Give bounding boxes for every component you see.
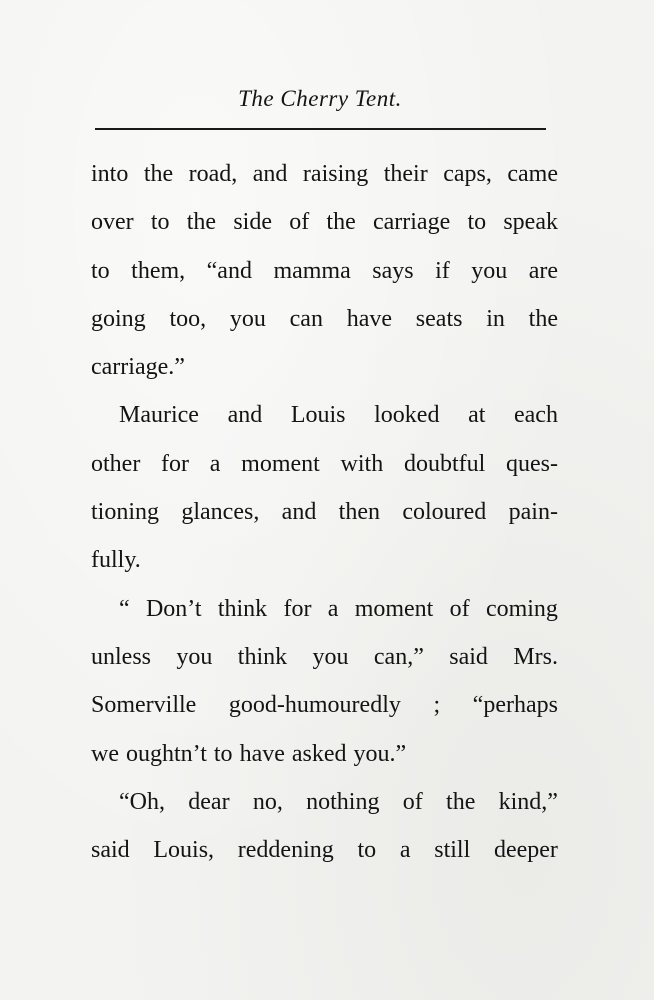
word: came [507, 161, 558, 187]
word: doubtful [403, 450, 486, 477]
text-line [91, 536, 558, 584]
word: reddening [237, 837, 334, 864]
word: you [471, 257, 508, 284]
word: carriage [372, 209, 451, 236]
word: you [176, 643, 213, 670]
word: caps, [443, 161, 492, 187]
word: no, [252, 788, 283, 815]
running-head: The Cherry Tent. [238, 86, 402, 111]
text-line [91, 150, 558, 198]
word: and [227, 402, 263, 429]
text-line [91, 826, 558, 874]
word: the [446, 788, 476, 815]
word: still [434, 837, 471, 864]
word: seats [415, 305, 463, 332]
word: we [91, 740, 119, 767]
word: a [327, 595, 339, 622]
word: Louis [290, 402, 346, 429]
word: Mrs. [513, 643, 558, 670]
word: “ [119, 595, 130, 622]
word: of [289, 209, 310, 236]
word: for [161, 450, 190, 477]
text-line [91, 440, 558, 488]
word: going [91, 305, 146, 332]
word: to [467, 209, 487, 236]
word: the [326, 209, 356, 236]
word: moment [354, 595, 434, 622]
word: the [186, 209, 217, 236]
word: a [209, 450, 221, 477]
text-line [91, 391, 558, 439]
word: of [402, 788, 423, 815]
word: coloured [402, 499, 487, 526]
word: think [237, 643, 288, 670]
word: carriage.” [91, 354, 185, 381]
word: asked [291, 740, 347, 767]
word: to [357, 837, 377, 864]
word: too, [169, 305, 207, 332]
text-line [91, 730, 558, 778]
word: into [91, 161, 129, 187]
word: the [143, 161, 174, 187]
word: the [528, 305, 558, 332]
text-line [91, 247, 558, 295]
word: mamma [273, 257, 351, 284]
text-line [91, 778, 558, 826]
word: unless [91, 643, 151, 670]
text-line [91, 633, 558, 681]
word: for [283, 595, 312, 622]
header-rule [95, 128, 546, 130]
word: Maurice [119, 402, 199, 429]
word: nothing [306, 788, 380, 815]
word: “perhaps [472, 692, 558, 719]
word: deeper [493, 837, 558, 864]
word: and [252, 161, 288, 187]
word: of [449, 595, 470, 622]
word: glances, [181, 499, 260, 526]
word: you [229, 305, 266, 332]
word: said [91, 837, 130, 864]
word: have [346, 305, 393, 332]
word: raising [302, 161, 369, 187]
word: Somerville [91, 692, 197, 719]
text-line [91, 488, 558, 536]
word: moment [241, 450, 320, 477]
word: then [338, 499, 380, 526]
word: can,” [373, 643, 424, 670]
word: each [514, 402, 558, 429]
word: looked [374, 402, 440, 429]
word: coming [485, 595, 558, 622]
word: with [340, 450, 384, 477]
word: “and [206, 257, 252, 284]
word: if [435, 257, 450, 284]
word: speak [503, 209, 558, 236]
word: pain- [508, 499, 558, 526]
word: road, [188, 161, 238, 187]
word: good-humouredly [228, 692, 401, 719]
word: ques- [506, 450, 558, 477]
word: said [449, 643, 488, 670]
word: over [91, 209, 134, 236]
word: can [289, 305, 323, 332]
word: think [217, 595, 268, 622]
word: in [486, 305, 505, 332]
word: and [281, 499, 317, 526]
text-line [91, 343, 558, 391]
word: dear [188, 788, 230, 815]
word: at [468, 402, 486, 429]
text-line [91, 198, 558, 246]
body-text [91, 150, 558, 874]
text-line [91, 295, 558, 343]
word: “Oh, [119, 788, 165, 815]
word: to [213, 740, 233, 767]
text-line [91, 681, 558, 729]
word: to [150, 209, 170, 236]
word: tioning [91, 499, 160, 526]
word: you.” [353, 740, 407, 767]
word: other [91, 450, 141, 477]
word: a [399, 837, 411, 864]
word: fully. [91, 547, 141, 574]
word: says [372, 257, 414, 284]
word: their [383, 161, 428, 187]
word: Don’t [145, 595, 202, 622]
word: kind,” [498, 788, 558, 815]
word: ; [433, 692, 441, 719]
word: them, [131, 257, 186, 284]
word: oughtn’t [125, 740, 207, 767]
word: to [91, 257, 110, 284]
word: Louis, [153, 837, 215, 864]
word: are [528, 257, 558, 284]
word: have [239, 740, 285, 767]
text-line [91, 585, 558, 633]
word: side [233, 209, 272, 236]
word: you [312, 643, 349, 670]
